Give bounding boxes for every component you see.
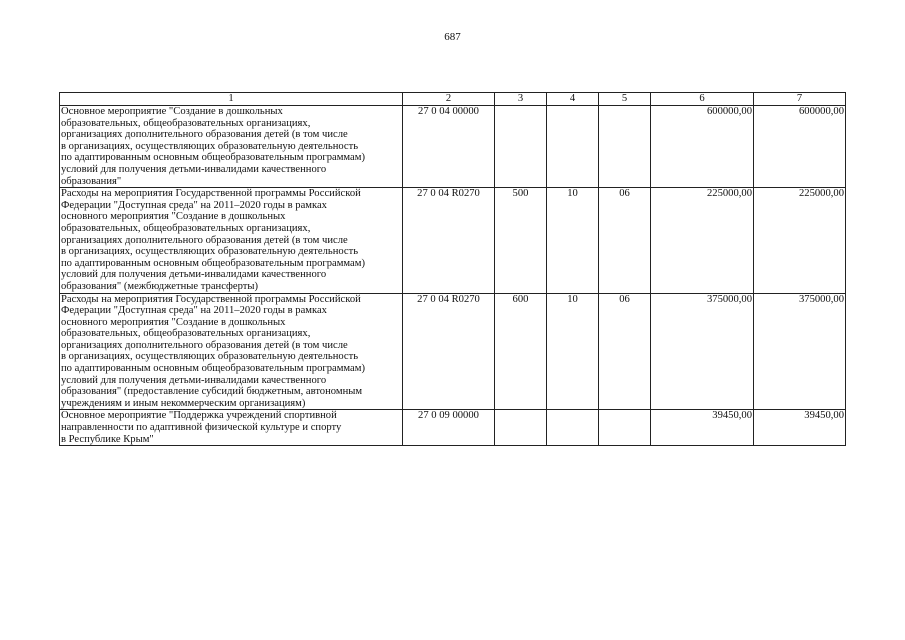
row-code-cell: 27 0 04 R0270 <box>403 293 495 410</box>
row-name-line: в организациях, осуществляющих образовательную деятельность <box>61 351 359 363</box>
row-name-line: образования" <box>61 175 122 187</box>
row-name-line: направленности по адаптивной физической культуре и спорту <box>61 422 342 434</box>
row-col4-cell: 10 <box>547 188 599 293</box>
row-name-line: Основное мероприятие "Создание в дошкольных <box>61 106 283 117</box>
row-name-line: по адаптированным основным общеобразовательным программам) <box>61 152 365 164</box>
row-name-line: Расходы на мероприятия Государственной программы Российской <box>61 293 361 305</box>
page-number: 687 <box>444 31 461 43</box>
row-col5-cell: 06 <box>599 293 651 410</box>
row-name-line: условий для получения детьми-инвалидами качественного <box>61 163 327 175</box>
row-name-line: образовательных, общеобразовательных организациях, <box>61 222 311 234</box>
row-name-line: организациях дополнительного образования детей (в том числе <box>61 129 348 141</box>
row-name-line: организациях дополнительного образования детей (в том числе <box>61 339 348 351</box>
row-name-line: Основное мероприятие "Поддержка учреждений спортивной <box>61 410 337 422</box>
row-col5-cell <box>599 410 651 446</box>
row-name-line: образовательных, общеобразовательных организациях, <box>61 328 311 340</box>
header-col-4: 4 <box>547 93 599 106</box>
row-col4-cell: 10 <box>547 293 599 410</box>
header-col-6: 6 <box>651 93 754 106</box>
row-name-cell <box>60 293 403 410</box>
table-row <box>60 410 846 446</box>
row-name-line: образования" (межбюджетные трансферты) <box>61 280 259 292</box>
row-col3-cell <box>495 410 547 446</box>
table-row <box>60 293 846 410</box>
row-name-cell <box>60 410 403 446</box>
row-name-line: образовательных, общеобразовательных организациях, <box>61 117 311 129</box>
row-col4-cell <box>547 410 599 446</box>
header-col-7: 7 <box>754 93 846 106</box>
row-col3-cell: 500 <box>495 188 547 293</box>
row-code-cell: 27 0 04 00000 <box>403 106 495 188</box>
row-name-line: основного мероприятия "Создание в дошкольных <box>61 316 286 328</box>
row-name-line: в Республике Крым" <box>61 433 154 445</box>
row-name-cell <box>60 188 403 293</box>
row-code-cell: 27 0 09 00000 <box>403 410 495 446</box>
header-col-3: 3 <box>495 93 547 106</box>
row-code-cell: 27 0 04 R0270 <box>403 188 495 293</box>
row-col5-cell <box>599 106 651 188</box>
row-name-line: основного мероприятия "Создание в дошкольных <box>61 211 286 223</box>
row-amount-col6: 39450,00 <box>651 410 754 446</box>
row-amount-col7: 600000,00 <box>754 106 846 188</box>
table-row <box>60 106 846 188</box>
row-name-line: Федерации "Доступная среда" на 2011–2020 годы в рамках <box>61 199 327 211</box>
header-col-2: 2 <box>403 93 495 106</box>
row-amount-col6: 225000,00 <box>651 188 754 293</box>
row-name-line: образования" (предоставление субсидий бюджетным, автономным <box>61 386 363 398</box>
row-name-line: в организациях, осуществляющих образовательную деятельность <box>61 246 359 258</box>
row-col5-cell: 06 <box>599 188 651 293</box>
header-row <box>60 93 846 106</box>
header-col-1: 1 <box>60 93 403 106</box>
row-name-line: в организациях, осуществляющих образовательную деятельность <box>61 140 359 152</box>
row-name-line: по адаптированным основным общеобразовательным программам) <box>61 363 365 375</box>
row-amount-col7: 225000,00 <box>754 188 846 293</box>
budget-table <box>59 92 846 446</box>
row-name-line: Расходы на мероприятия Государственной программы Российской <box>61 188 361 200</box>
row-name-line: условий для получения детьми-инвалидами качественного <box>61 374 327 386</box>
row-amount-col6: 600000,00 <box>651 106 754 188</box>
header-col-5: 5 <box>599 93 651 106</box>
row-name-line: Федерации "Доступная среда" на 2011–2020 годы в рамках <box>61 305 327 317</box>
row-name-line: условий для получения детьми-инвалидами качественного <box>61 269 327 281</box>
row-amount-col7: 39450,00 <box>754 410 846 446</box>
row-name-line: организациях дополнительного образования детей (в том числе <box>61 234 348 246</box>
row-col4-cell <box>547 106 599 188</box>
row-name-cell <box>60 106 403 188</box>
row-name-line: по адаптированным основным общеобразовательным программам) <box>61 257 365 269</box>
row-col3-cell <box>495 106 547 188</box>
row-amount-col6: 375000,00 <box>651 293 754 410</box>
row-amount-col7: 375000,00 <box>754 293 846 410</box>
table-row <box>60 188 846 293</box>
row-col3-cell: 600 <box>495 293 547 410</box>
row-name-line: учреждениям и иным некоммерческим организациям) <box>61 397 306 409</box>
